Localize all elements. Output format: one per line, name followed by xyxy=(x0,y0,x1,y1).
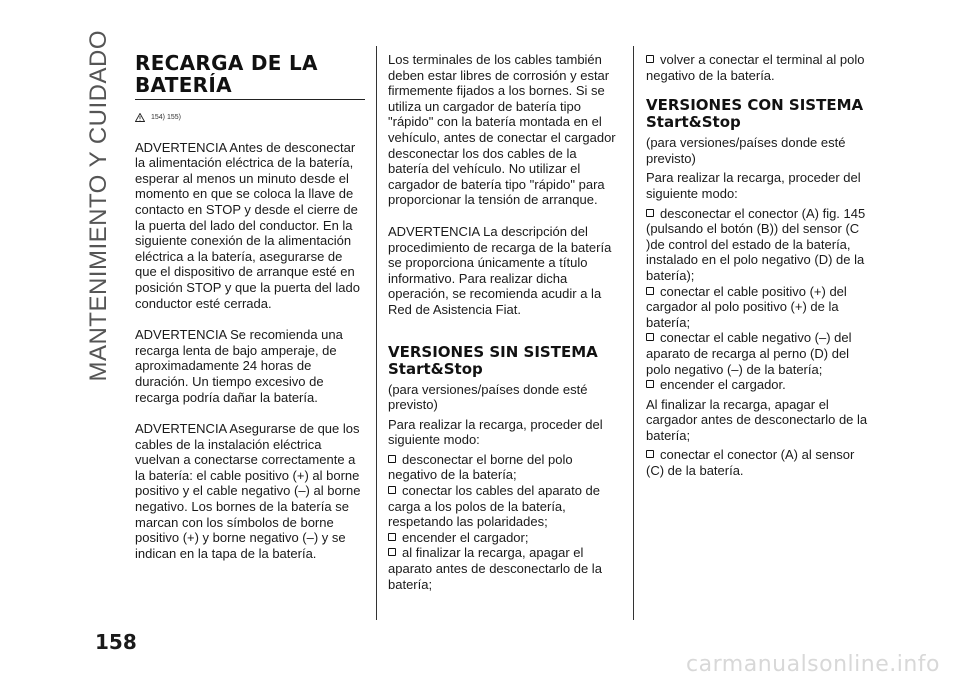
checkbox-bullet-icon xyxy=(646,287,654,295)
section-heading-sin-start-stop: VERSIONES SIN SISTEMA Start&Stop xyxy=(388,342,598,378)
checkbox-bullet-icon xyxy=(388,455,396,463)
step-item: volver a conectar el terminal al polo negativo de la batería. xyxy=(646,52,865,83)
intro-paragraph: Los terminales de los cables también deben estar libres de corrosión y estar firmemente fijados a los bornes. Si se utiliza un cargador de batería tipo "rápido" con la batería montada en el vehículo, antes de conectar el cargador desconectar los dos cables de la batería del vehículo. No utilizar el cargador de batería tipo "rápido" para proporcionar la tensión de arranque. xyxy=(388,52,616,208)
step-item: desconectar el borne del polo negativo de la batería; xyxy=(388,451,573,483)
warning-paragraph-3: ADVERTENCIA Asegurarse de que los cables de la instalación eléctrica vuelvan a conectarse correctamente a la batería: el cable positivo (+) al borne positivo y el cable negativo (–) al borne negativo. Los bornes de la batería se marcan con los símbolos de borne positivo (+) y borne negativo (–) y se indican en la tapa de la batería. xyxy=(135,421,361,561)
side-section-title-text: MANTENIMIENTO Y CUIDADO xyxy=(85,30,112,382)
section-heading-recarga: RECARGA DE LA BATERÍA xyxy=(135,51,318,97)
section-heading-con-start-stop: VERSIONES CON SISTEMA Start&Stop xyxy=(646,96,864,132)
step-item: conectar el cable positivo (+) del cargador al polo positivo (+) de la batería; xyxy=(646,283,847,330)
column-1 xyxy=(135,52,365,577)
step-item: al finalizar la recarga, apagar el aparato antes de desconectarlo de la batería; xyxy=(388,545,602,592)
checkbox-bullet-icon xyxy=(646,55,654,63)
checkbox-bullet-icon xyxy=(388,533,396,541)
procedure-lead: Para realizar la recarga, proceder del siguiente modo: xyxy=(646,170,861,201)
versions-note: (para versiones/países donde esté previsto) xyxy=(646,135,846,166)
procedure-lead: Para realizar la recarga, proceder del siguiente modo: xyxy=(388,416,603,448)
column-divider-1 xyxy=(376,46,377,620)
step-item: conectar el cable negativo (–) del aparato de recarga al perno (D) del polo negativo (–) de la batería; xyxy=(646,330,852,377)
side-section-title xyxy=(84,30,114,382)
warning-paragraph-1: ADVERTENCIA Antes de desconectar la alimentación eléctrica de la batería, esperar al menos un minuto desde el momento en que se coloca la llave de contacto en STOP y desde el cierre de la puerta del lado del conductor. En la siguiente conexión de la alimentación eléctrica a la batería, asegurarse de que el dispositivo de arranque esté en posición STOP y que la puerta del lado conductor esté cerrada. xyxy=(135,139,360,311)
footer-watermark: carmanualsonline.info xyxy=(686,652,940,677)
step-item: encender el cargador. xyxy=(646,377,876,393)
step-item: conectar el conector (A) al sensor (C) de la batería. xyxy=(646,447,855,479)
column-divider-2 xyxy=(633,46,634,620)
after-paragraph: Al finalizar la recarga, apagar el cargador antes de desconectarlo de la batería; xyxy=(646,396,868,443)
warning-paragraph-2: ADVERTENCIA Se recomienda una recarga lenta de bajo amperaje, de aproximadamente 24 horas de duración. Un tiempo excesivo de recarga podría dañar la batería. xyxy=(135,327,343,405)
warning-triangle-icon xyxy=(135,113,145,122)
heading-rule xyxy=(135,99,365,100)
versions-note: (para versiones/países donde esté previsto) xyxy=(388,381,588,413)
checkbox-bullet-icon xyxy=(388,548,396,556)
checkbox-bullet-icon xyxy=(646,209,654,217)
warning-references xyxy=(135,110,365,126)
warning-paragraph-4: ADVERTENCIA La descripción del procedimiento de recarga de la batería se proporciona únicamente a título informativo. Para realizar dicha operación, se recomienda acudir a la Red de Asistencia Fiat. xyxy=(388,223,612,317)
checkbox-bullet-icon xyxy=(646,450,654,458)
column-2 xyxy=(388,52,618,592)
step-item: encender el cargador; xyxy=(388,530,618,546)
spacer xyxy=(646,83,876,97)
checkbox-bullet-icon xyxy=(646,333,654,341)
step-item: desconectar el conector (A) fig. 145 (pulsando el botón (B)) del sensor (C )de control del estado de la batería, instalado en el polo negativo (D) de la batería); xyxy=(646,205,866,283)
checkbox-bullet-icon xyxy=(646,380,654,388)
warning-references-text: 154) 155) xyxy=(151,114,181,121)
checkbox-bullet-icon xyxy=(388,486,396,494)
column-3 xyxy=(646,52,876,479)
step-item: conectar los cables del aparato de carga a los polos de la batería, respetando las polaridades; xyxy=(388,483,601,530)
page-number: 158 xyxy=(95,630,137,654)
